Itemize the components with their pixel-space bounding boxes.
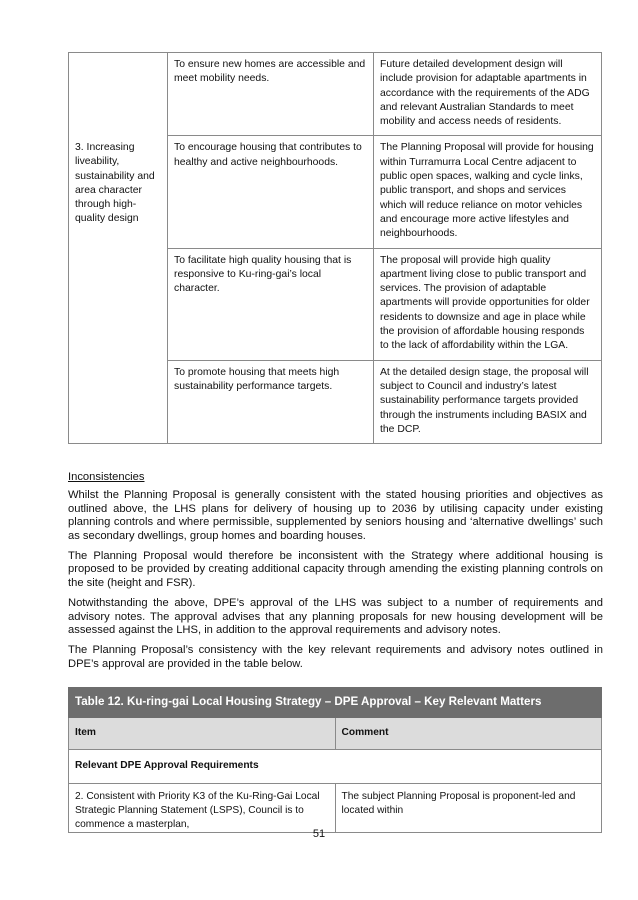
priority-cell [69, 53, 168, 136]
objective-cell: To encourage housing that contributes to healthy and active neighbourhoods. [168, 136, 374, 248]
objective-cell: To promote housing that meets high sustainability performance targets. [168, 360, 374, 443]
table-row [69, 360, 602, 443]
table-header-row [69, 718, 602, 750]
table-title-row [69, 688, 602, 718]
paragraph: Notwithstanding the above, DPE’s approval of the LHS was subject to a number of requirements and advisory notes. The approval advises that any planning proposals for new housing development will be assessed against the LHS, in addition to the approval requirements and advisory notes. [68, 597, 603, 637]
column-header-item: Item [69, 718, 336, 750]
section-label: Relevant DPE Approval Requirements [69, 750, 602, 784]
priority-cell: 3. Increasing liveability, sustainability and area character through high-quality design [69, 136, 168, 248]
priority-cell [69, 248, 168, 360]
table-row [69, 248, 602, 360]
inconsistencies-section [68, 471, 603, 678]
section-heading: Inconsistencies [68, 471, 145, 483]
paragraph: Whilst the Planning Proposal is generally consistent with the stated housing priorities and objectives as outlined above, the LHS plans for delivery of housing up to 2036 by utilising capacity under existing planning controls and where permissible, supplemented by seniors housing and ‘alternative dwellings’ such as secondary dwellings, group homes and boarding houses. [68, 489, 603, 542]
table-12 [68, 687, 602, 833]
response-cell: The proposal will provide high quality apartment living close to public transport and services. The provision of adaptable apartments will provide opportunities for older residents to downsize and age in place while the provision of affordable housing responds to the lack of affordability within the LGA. [374, 248, 602, 360]
page-number: 51 [312, 828, 326, 840]
priority-cell [69, 360, 168, 443]
item-cell: 2. Consistent with Priority K3 of the Ku-Ring-Gai Local Strategic Planning Statement (LSPS), Council is to commence a masterplan, [69, 784, 336, 833]
table-title: Table 12. Ku-ring-gai Local Housing Strategy – DPE Approval – Key Relevant Matters [69, 688, 602, 718]
response-cell: Future detailed development design will include provision for adaptable apartments in accordance with the requirements of the ADG and relevant Australian Standards to meet mobility and access needs of residents. [374, 53, 602, 136]
comment-cell: The subject Planning Proposal is proponent-led and located within [335, 784, 602, 833]
table-section-row [69, 750, 602, 784]
paragraph: The Planning Proposal would therefore be inconsistent with the Strategy where additional housing is proposed to be provided by creating additional capacity through amending the existing planning controls on the site (height and FSR). [68, 550, 603, 589]
objective-cell: To ensure new homes are accessible and meet mobility needs. [168, 53, 374, 136]
table-row [69, 784, 602, 833]
paragraph: The Planning Proposal’s consistency with the key relevant requirements and advisory notes outlined in DPE’s approval are provided in the table below. [68, 644, 603, 670]
column-header-comment: Comment [335, 718, 602, 750]
table-row [69, 53, 602, 136]
response-cell: At the detailed design stage, the proposal will subject to Council and industry’s latest sustainability performance targets provided through the instruments including BASIX and the DCP. [374, 360, 602, 443]
response-cell: The Planning Proposal will provide for housing within Turramurra Local Centre adjacent to public open spaces, walking and cycle links, public transport, and shops and services which will reduce reliance on motor vehicles and encourage more active lifestyles and neighbourhoods. [374, 136, 602, 248]
objective-cell: To facilitate high quality housing that is responsive to Ku-ring-gai’s local character. [168, 248, 374, 360]
table-row [69, 136, 602, 248]
housing-objectives-table [68, 52, 602, 444]
